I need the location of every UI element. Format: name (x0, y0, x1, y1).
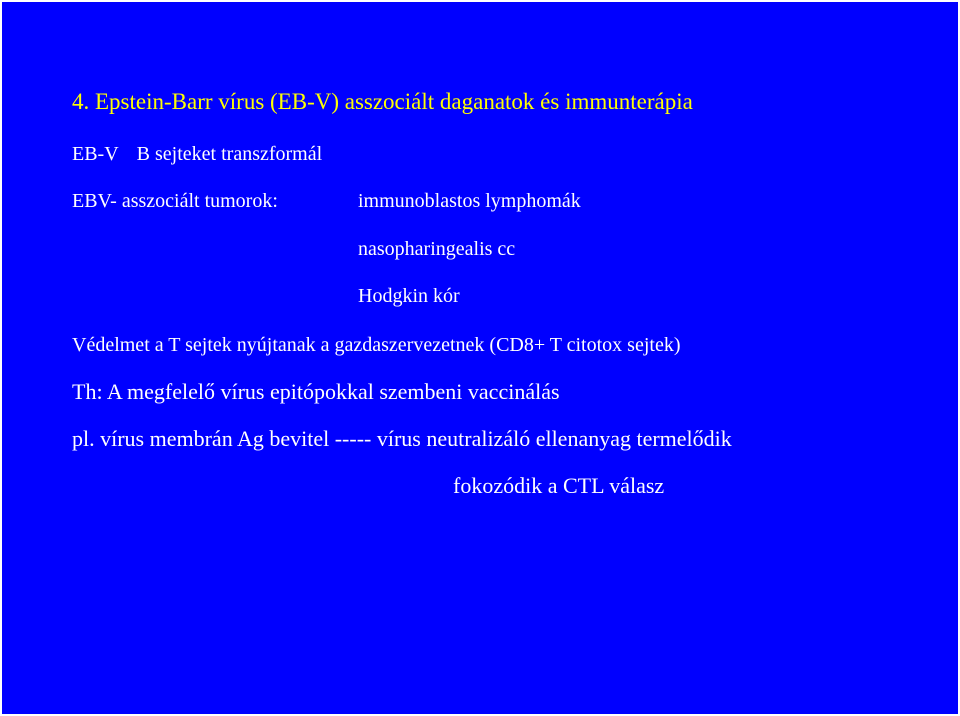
tumor-item-lymphoma: immunoblastos lymphomák (358, 190, 581, 212)
line-ctl-response: fokozódik a CTL válasz (453, 473, 665, 498)
tumor-item-nasopharyngeal: nasopharingealis cc (358, 238, 516, 260)
line-example: pl. vírus membrán Ag bevitel ----- vírus neutralizáló ellenanyag termelődik (72, 426, 732, 451)
ebv-label: EB-V (72, 143, 119, 165)
line-t-cell-protection: Védelmet a T sejtek nyújtanak a gazdaszervezetnek (CD8+ T citotox sejtek) (72, 334, 681, 356)
b-cell-transform-text: B sejteket transzformál (136, 143, 323, 165)
slide-title: 4. Epstein-Barr vírus (EB-V) asszociált daganatok és immunterápia (72, 89, 693, 114)
ebv-tumors-label: EBV- asszociált tumorok: (72, 190, 278, 212)
slide (2, 2, 958, 714)
line-ebv-transform (72, 142, 322, 166)
line-ebv-tumors (72, 189, 278, 213)
tumor-item-hodgkin: Hodgkin kór (358, 285, 460, 307)
line-therapy: Th: A megfelelő vírus epitópokkal szembeni vaccinálás (72, 379, 560, 404)
